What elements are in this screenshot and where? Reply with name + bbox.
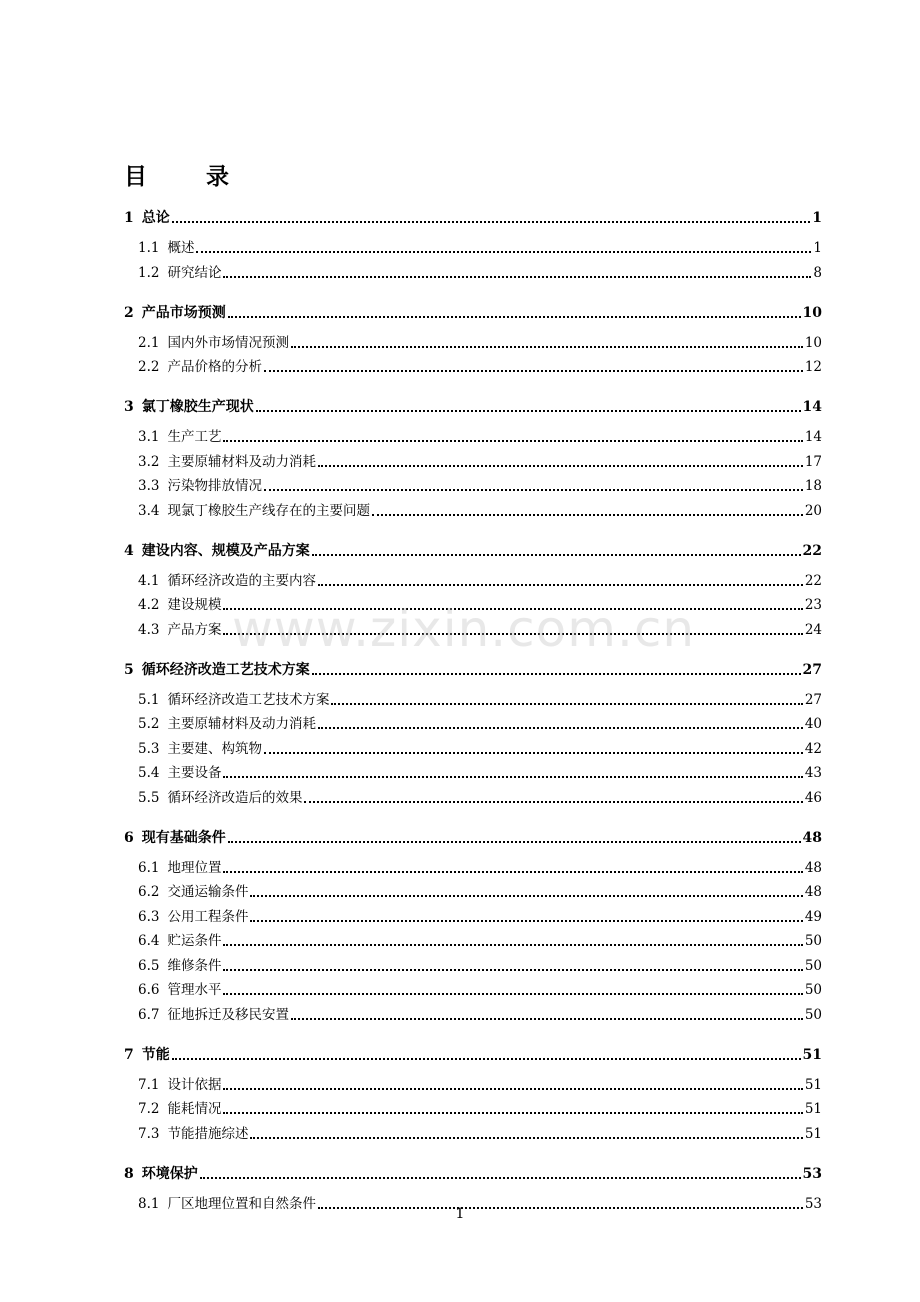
toc-section-entry[interactable] — [138, 1099, 822, 1119]
toc-entry-number: 4.1 — [138, 572, 160, 589]
toc-entry-page: 27 — [802, 661, 822, 678]
toc-entry-number: 7.1 — [138, 1076, 160, 1093]
toc-leader-dots — [223, 775, 802, 778]
toc-leader-dots — [223, 943, 802, 946]
toc-leader-dots — [250, 894, 802, 897]
toc-entry-number: 3.1 — [138, 429, 160, 445]
toc-entry-number: 1 — [124, 210, 134, 226]
toc-section-entry[interactable] — [138, 907, 822, 927]
toc-entry-title: 环境保护 — [141, 1165, 198, 1182]
toc-leader-dots — [223, 992, 802, 995]
toc-entry-page: 20 — [804, 502, 822, 519]
toc-entry-title: 产品方案 — [167, 621, 222, 638]
toc-section-entry[interactable] — [138, 690, 822, 710]
toc-entry-title: 污染物排放情况 — [167, 478, 262, 494]
toc-entry-title: 生产工艺 — [167, 429, 222, 445]
toc-leader-dots — [223, 1087, 802, 1090]
toc-section-entry[interactable] — [138, 263, 822, 283]
toc-entry-number: 3.4 — [138, 502, 160, 519]
toc-entry-title: 循环经济改造工艺技术方案 — [141, 661, 310, 678]
toc-section-entry[interactable] — [138, 882, 822, 902]
toc-entry-page: 8 — [813, 264, 822, 281]
toc-entry-number: 4.2 — [138, 597, 160, 613]
toc-entry-title: 产品价格的分析 — [167, 359, 262, 375]
toc-section-entry[interactable] — [138, 501, 822, 521]
toc-leader-dots — [372, 513, 803, 516]
toc-entry-page: 40 — [804, 716, 822, 732]
toc-leader-dots — [318, 464, 803, 467]
toc-entry-page: 42 — [804, 740, 822, 757]
toc-section-entry[interactable] — [138, 571, 822, 591]
toc-entry-title: 研究结论 — [167, 264, 222, 281]
toc-section-entry[interactable] — [138, 427, 822, 447]
toc-leader-dots — [331, 702, 802, 705]
toc-entry-number: 1.2 — [138, 264, 160, 281]
toc-entry-title: 概述 — [167, 240, 195, 256]
toc-leader-dots — [172, 1057, 801, 1060]
toc-entry-title: 产品市场预测 — [141, 304, 226, 321]
toc-entry-number: 4.3 — [138, 621, 160, 638]
toc-entry-title: 节能措施综述 — [167, 1125, 249, 1142]
toc-chapter-entry[interactable] — [124, 397, 822, 417]
toc-section-entry[interactable] — [138, 476, 822, 496]
toc-leader-dots — [318, 726, 803, 729]
toc-entry-title: 主要建、构筑物 — [167, 740, 262, 757]
toc-leader-dots — [250, 919, 802, 922]
toc-section-entry[interactable] — [138, 714, 822, 734]
toc-entry-number: 2.2 — [138, 359, 160, 375]
toc-section-entry[interactable] — [138, 595, 822, 615]
toc-entry-page: 51 — [804, 1101, 822, 1117]
toc-entry-title: 维修条件 — [167, 957, 222, 974]
toc-section-entry[interactable] — [138, 620, 822, 640]
toc-entry-page: 17 — [804, 453, 822, 470]
toc-entry-page: 22 — [804, 572, 822, 589]
toc-entry-page: 10 — [802, 304, 822, 321]
toc-entry-page: 14 — [804, 429, 822, 445]
toc-entry-page: 50 — [804, 933, 822, 949]
toc-entry-page: 51 — [804, 1076, 822, 1093]
toc-entry-page: 46 — [804, 789, 822, 806]
toc-entry-title: 主要原辅材料及动力消耗 — [167, 716, 316, 732]
toc-leader-dots — [264, 488, 803, 491]
toc-chapter-entry[interactable] — [124, 660, 822, 680]
toc-entry-number: 3 — [124, 399, 134, 415]
toc-entry-number: 5.1 — [138, 691, 160, 708]
toc-entry-title: 节能 — [141, 1046, 170, 1063]
toc-chapter-entry[interactable] — [124, 303, 822, 323]
toc-section-entry[interactable] — [138, 1124, 822, 1144]
toc-entry-number: 5.4 — [138, 765, 160, 781]
toc-leader-dots — [223, 439, 802, 442]
toc-entry-number: 5 — [124, 661, 134, 678]
toc-entry-number: 6.2 — [138, 884, 160, 900]
toc-entry-number: 6.7 — [138, 1006, 160, 1023]
toc-entry-page: 51 — [802, 1046, 822, 1063]
toc-leader-dots — [223, 870, 802, 873]
toc-entry-page: 1 — [812, 210, 822, 226]
toc-leader-dots — [250, 1136, 802, 1139]
toc-chapter-entry[interactable] — [124, 208, 822, 228]
toc-section-entry[interactable] — [138, 763, 822, 783]
toc-leader-dots — [223, 607, 802, 610]
toc-entry-title: 贮运条件 — [167, 933, 222, 949]
toc-section-entry[interactable] — [138, 1005, 822, 1025]
toc-entry-title: 交通运输条件 — [167, 884, 249, 900]
toc-entry-title: 循环经济改造的主要内容 — [167, 572, 316, 589]
toc-leader-dots — [291, 345, 803, 348]
toc-section-entry[interactable] — [138, 333, 822, 353]
toc-entry-number: 2.1 — [138, 334, 160, 351]
toc-chapter-entry[interactable] — [124, 541, 822, 561]
toc-entry-number: 8.1 — [138, 1195, 160, 1212]
toc-entry-title: 总论 — [141, 210, 170, 226]
toc-section-entry[interactable] — [138, 788, 822, 808]
toc-section-entry[interactable] — [138, 452, 822, 472]
toc-leader-dots — [200, 1176, 801, 1179]
toc-leader-dots — [223, 275, 811, 278]
toc-section-entry[interactable] — [138, 858, 822, 878]
toc-entry-title: 循环经济改造工艺技术方案 — [167, 691, 330, 708]
toc-chapter-entry[interactable] — [124, 1045, 822, 1065]
toc-entry-title: 主要原辅材料及动力消耗 — [167, 453, 316, 470]
toc-entry-page: 53 — [802, 1165, 822, 1182]
toc-entry-page: 27 — [804, 691, 822, 708]
toc-entry-number: 5.3 — [138, 740, 160, 757]
toc-entry-title: 能耗情况 — [167, 1101, 222, 1117]
toc-entry-number: 5.2 — [138, 716, 160, 732]
toc-entry-number: 7.3 — [138, 1125, 160, 1142]
toc-section-entry[interactable] — [138, 1075, 822, 1095]
toc-entry-page: 14 — [802, 399, 822, 415]
watermark: www.zixin.com.cn — [232, 600, 696, 658]
page-title: 目 录 — [124, 164, 247, 190]
toc-leader-dots — [196, 250, 811, 253]
toc-entry-number: 6.6 — [138, 982, 160, 998]
toc-entry-title: 地理位置 — [167, 859, 222, 876]
toc-entry-page: 49 — [804, 908, 822, 925]
toc-leader-dots — [304, 800, 802, 803]
toc-entry-number: 6.1 — [138, 859, 160, 876]
toc-entry-page: 24 — [804, 621, 822, 638]
toc-entry-title: 厂区地理位置和自然条件 — [167, 1195, 316, 1212]
toc-entry-title: 征地拆迁及移民安置 — [167, 1006, 289, 1023]
toc-entry-number: 5.5 — [138, 789, 160, 806]
toc-leader-dots — [264, 369, 803, 372]
toc-entry-page: 48 — [804, 884, 822, 900]
toc-entry-number: 8 — [124, 1165, 134, 1182]
toc-entry-title: 公用工程条件 — [167, 908, 249, 925]
toc-chapter-entry[interactable] — [124, 828, 822, 848]
toc-entry-number: 7 — [124, 1046, 134, 1063]
toc-entry-number: 3.2 — [138, 453, 160, 470]
toc-entry-title: 循环经济改造后的效果 — [167, 789, 303, 806]
toc-leader-dots — [312, 672, 801, 675]
toc-section-entry[interactable] — [138, 931, 822, 951]
toc-leader-dots — [318, 583, 803, 586]
toc-entry-page: 1 — [813, 240, 822, 256]
toc-entry-page: 23 — [804, 597, 822, 613]
toc-entry-title: 建设规模 — [167, 597, 222, 613]
toc-entry-title: 现有基础条件 — [141, 829, 226, 846]
toc-entry-page: 22 — [802, 542, 822, 559]
toc-leader-dots — [312, 553, 801, 556]
toc-entry-page: 48 — [804, 859, 822, 876]
toc-entry-page: 43 — [804, 765, 822, 781]
toc-entry-number: 7.2 — [138, 1101, 160, 1117]
toc-leader-dots — [228, 315, 801, 318]
toc-entry-page: 12 — [804, 359, 822, 375]
toc-leader-dots — [223, 968, 802, 971]
toc-leader-dots — [172, 220, 811, 223]
toc-entry-number: 3.3 — [138, 478, 160, 494]
toc-leader-dots — [223, 1111, 802, 1114]
toc-section-entry[interactable] — [138, 980, 822, 1000]
toc-entry-page: 51 — [804, 1125, 822, 1142]
toc-entry-title: 氯丁橡胶生产现状 — [141, 399, 254, 415]
toc-leader-dots — [264, 751, 803, 754]
page-number: 1 — [455, 1206, 465, 1222]
toc-entry-title: 设计依据 — [167, 1076, 222, 1093]
toc-entry-title: 建设内容、规模及产品方案 — [141, 542, 310, 559]
toc-entry-title: 现氯丁橡胶生产线存在的主要问题 — [167, 502, 370, 519]
toc-entry-page: 10 — [804, 334, 822, 351]
toc-entry-number: 6.5 — [138, 957, 160, 974]
toc-section-entry[interactable] — [138, 238, 822, 258]
toc-entry-page: 53 — [804, 1195, 822, 1212]
toc-entry-title: 管理水平 — [167, 982, 222, 998]
toc-entry-number: 1.1 — [138, 240, 160, 256]
toc-entry-number: 6.4 — [138, 933, 160, 949]
toc-section-entry[interactable] — [138, 357, 822, 377]
toc-entry-number: 2 — [124, 304, 134, 321]
toc-section-entry[interactable] — [138, 739, 822, 759]
toc-entry-title: 主要设备 — [167, 765, 222, 781]
toc-leader-dots — [291, 1017, 803, 1020]
toc-entry-number: 6 — [124, 829, 134, 846]
toc-entry-title: 国内外市场情况预测 — [167, 334, 289, 351]
toc-entry-number: 6.3 — [138, 908, 160, 925]
toc-entry-page: 48 — [802, 829, 822, 846]
toc-entry-page: 50 — [804, 1006, 822, 1023]
toc-entry-page: 50 — [804, 982, 822, 998]
toc-leader-dots — [228, 840, 801, 843]
toc-entry-page: 50 — [804, 957, 822, 974]
toc-entry-page: 18 — [804, 478, 822, 494]
toc-leader-dots — [256, 409, 801, 412]
toc-section-entry[interactable] — [138, 956, 822, 976]
toc-chapter-entry[interactable] — [124, 1164, 822, 1184]
toc-leader-dots — [223, 632, 802, 635]
toc-entry-number: 4 — [124, 542, 134, 559]
